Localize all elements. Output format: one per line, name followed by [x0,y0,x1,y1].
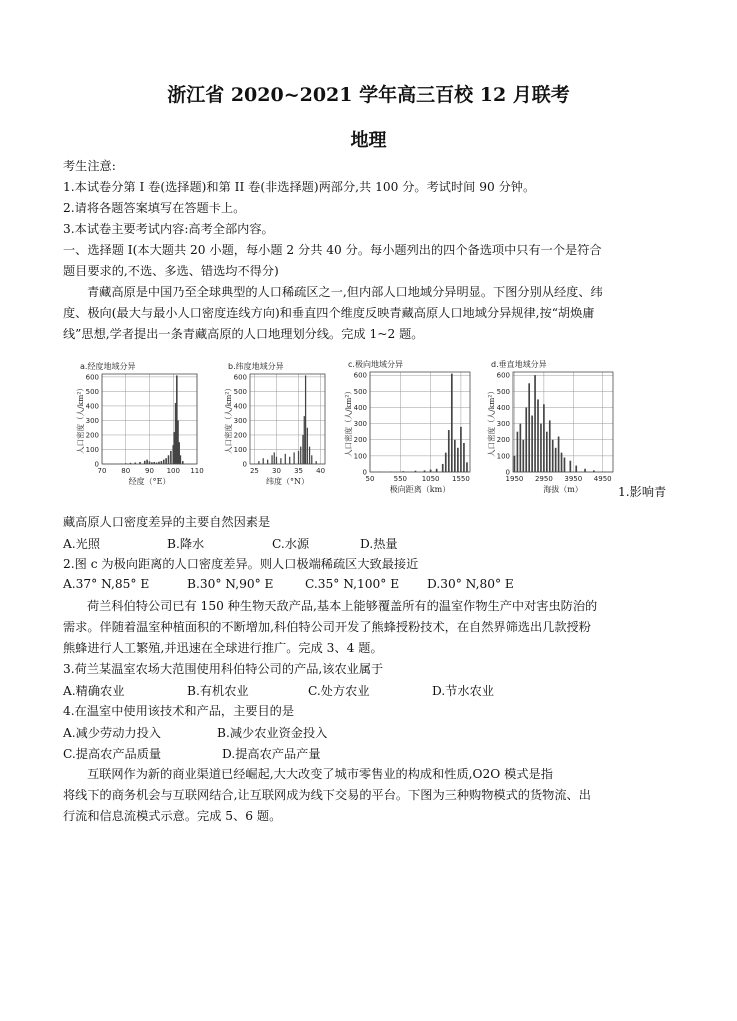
x-tick-label: 35 [294,467,303,475]
bar [182,461,184,464]
chart-vertical [483,352,623,496]
passage-2-line: 熊蜂进行人工繁殖,并迅速在全球进行推广。完成 3、4 题。 [63,641,383,655]
bar [457,448,459,472]
bar [158,462,160,464]
x-tick-label: 110 [190,467,204,475]
bar [302,435,303,464]
chart-title: d.垂直地域分异 [491,360,547,369]
bar [300,447,301,464]
y-tick-label: 200 [496,436,510,445]
bar [564,457,566,472]
bar [316,461,317,464]
q3-option-a[interactable]: A.精确农业 [63,684,125,698]
chart-title: a.经度地域分异 [80,362,136,371]
bar [436,469,438,472]
bar [552,440,554,472]
bar [424,470,426,472]
x-axis-label: 极向距离（km） [389,485,451,494]
q3-option-b[interactable]: B.有机农业 [187,684,249,698]
bar [534,375,536,472]
q1-option-a[interactable]: A.光照 [63,537,101,551]
bar [263,458,264,464]
bar [139,462,141,464]
bar [149,461,151,464]
bar [180,455,182,464]
y-tick-label: 200 [353,436,367,445]
bar [285,454,286,464]
chart-polar-svg [340,352,480,492]
y-tick-label: 100 [353,452,367,461]
y-axis-label: 人口密度（人/km²） [76,384,85,454]
x-tick-label: 1550 [451,475,470,483]
bar [540,424,542,472]
x-tick-label: 50 [365,475,375,483]
x-tick-label: 30 [272,467,281,475]
bar [543,404,545,472]
q2-option-b[interactable]: B.30° N,90° E [187,577,274,591]
bar [151,462,153,464]
chart-polar [340,352,480,496]
y-tick-label: 600 [85,373,99,382]
bar [307,428,308,464]
bar [165,458,167,464]
q1-option-c[interactable]: C.水源 [272,537,310,551]
bar [161,461,163,464]
passage-3-line: 互联网作为新的商业渠道已经崛起,大大改变了城市零售业的构成和性质,O2O 模式是指 [87,767,553,781]
chart-longitude [72,358,212,492]
chart-title: c.极向地域分异 [348,360,403,369]
x-tick-label: 100 [166,467,180,475]
bar [517,432,519,472]
bar [451,374,453,472]
y-tick-label: 500 [496,387,510,396]
bar [274,452,275,464]
bar [403,471,405,472]
y-tick-label: 200 [233,431,247,440]
bar [309,447,310,464]
bar [298,451,299,464]
y-tick-label: 100 [496,452,510,461]
passage-3-line: 行流和信息流模式示意。完成 5、6 题。 [63,809,282,823]
x-axis-label: 海拔（m） [543,485,583,494]
bar [575,466,577,472]
bar [289,457,290,464]
q1-option-b[interactable]: B.降水 [167,537,205,551]
x-tick-label: 80 [121,467,131,475]
bar [280,458,281,464]
bar [546,432,548,472]
question-2-stem: 2.图 c 为极向距离的人口密度差异。则人口极端稀疏区大致最接近 [63,557,419,571]
y-tick-label: 0 [94,460,99,469]
bar [305,375,306,464]
bar [531,416,533,472]
question-1-number: 1.影响青 [618,485,667,499]
x-tick-label: 70 [97,467,107,475]
passage-3-line: 将线下的商务机会与互联网结合,让互联网成为线下交易的平台。下图为三种购物模式的货物流、出 [63,788,591,802]
bar [304,416,305,464]
y-tick-label: 400 [353,403,367,412]
y-axis-label: 人口密度（人/km²） [344,387,353,457]
bar [415,471,417,472]
q4-option-c[interactable]: C.提高农产品质量 [63,747,162,761]
bar [445,453,447,472]
bar [258,461,259,464]
x-tick-label: 1050 [421,475,440,483]
q3-option-c[interactable]: C.处方农业 [308,684,370,698]
question-1-stem: 藏高原人口密度差异的主要自然因素是 [63,515,271,529]
notice-heading: 考生注意: [63,159,116,173]
bar [466,462,468,472]
bar [153,462,155,464]
chart-vertical-svg [483,352,623,492]
q2-option-d[interactable]: D.30° N,80° E [427,577,514,591]
chart-latitude-svg [220,358,335,488]
x-axis-label: 经度（°E） [128,477,171,486]
exam-title: 浙江省 2020~2021 学年高三百校 12 月联考 [167,84,570,106]
q4-option-b[interactable]: B.减少农业资金投入 [217,726,328,740]
bar [168,455,170,464]
y-tick-label: 0 [362,468,367,477]
y-tick-label: 300 [496,420,510,429]
bar [448,430,450,472]
passage-2-line: 荷兰科伯特公司已有 150 种生物天敌产品,基本上能够覆盖所有的温室作物生产中对害虫防治的 [87,599,598,613]
y-tick-label: 600 [233,373,247,382]
x-tick-label: 1950 [505,475,524,483]
bar [558,437,560,472]
y-tick-label: 400 [233,402,247,411]
bar [528,383,530,472]
plot-frame [513,372,613,472]
bar [311,455,312,464]
bar [271,455,272,464]
notice-item: 1.本试卷分第 I 卷(选择题)和第 II 卷(非选择题)两部分,共 100 分。考试时间 90 分钟。 [63,180,536,194]
passage-1-line: 度、极向(最大与最小人口密度连线方向)和垂直四个维度反映青藏高原人口地域分异规律,按“胡焕庸 [63,306,595,320]
bar [267,460,268,464]
question-4-stem: 4.在温室中使用该技术和产品，主要目的是 [63,704,295,718]
bar [460,427,462,472]
section-heading-cont: 题目要求的,不选、多选、错选均不得分) [63,264,279,278]
bar [522,440,524,472]
y-tick-label: 500 [85,387,99,396]
y-tick-label: 400 [496,403,510,412]
y-tick-label: 200 [85,431,99,440]
chart-title: b.纬度地域分异 [228,362,284,371]
x-tick-label: 2950 [534,475,553,483]
passage-2-line: 需求。伴随着温室种植面积的不断增加,科伯特公司开发了熊蜂授粉技术，在自然界筛选出几款授粉 [63,620,591,634]
bar [570,461,572,472]
x-tick-label: 25 [249,467,259,475]
y-tick-label: 300 [85,416,99,425]
y-tick-label: 100 [233,445,247,454]
bar [463,443,465,472]
y-tick-label: 500 [233,387,247,396]
q2-option-c[interactable]: C.35° N,100° E [305,577,400,591]
bar [276,457,277,464]
bar [134,463,136,464]
x-tick-label: 3950 [564,475,583,483]
q4-option-a[interactable]: A.减少劳动力投入 [63,726,161,740]
bar [130,463,132,464]
bar [520,424,522,472]
question-3-stem: 3.荷兰某温室农场大范围使用科伯特公司的产品,该农业属于 [63,662,384,676]
q2-option-a[interactable]: A.37° N,85° E [63,577,150,591]
bar [537,399,539,472]
bar [561,453,563,472]
bar [584,469,586,472]
q3-option-d[interactable]: D.节水农业 [432,684,494,698]
y-tick-label: 0 [242,460,247,469]
passage-1-line: 线”思想,学者提出一条青藏高原的人口地理划分线。完成 1~2 题。 [63,327,424,341]
y-tick-label: 600 [496,371,510,380]
x-tick-label: 4950 [593,475,612,483]
x-tick-label: 40 [316,467,326,475]
section-heading: 一、选择题 I(本大题共 20 小题，每小题 2 分共 40 分。每小题列出的四个备选项中只有一个是符合 [63,243,602,257]
notice-item: 3.本试卷主要考试内容:高考全部内容。 [63,222,274,236]
chart-longitude-svg [72,358,212,488]
y-tick-label: 400 [85,402,99,411]
y-axis-label: 人口密度（人/km²） [224,384,233,454]
subject-title: 地理 [350,130,387,151]
y-tick-label: 300 [353,420,367,429]
notice-item: 2.请将各题答案填写在答题卡上。 [63,201,246,215]
y-tick-label: 0 [505,468,510,477]
bar [525,407,527,472]
bar [146,460,148,464]
y-tick-label: 100 [85,445,99,454]
bar [156,463,158,464]
bar [514,456,516,472]
y-axis-label: 人口密度（人/km²） [487,387,496,457]
bar [125,463,127,464]
bar [593,470,595,472]
bar [454,440,456,472]
x-tick-label: 90 [145,467,154,475]
bar [144,461,146,464]
bar [442,464,444,472]
bar [170,451,172,464]
x-tick-label: 550 [393,475,407,483]
x-axis-label: 纬度（°N） [266,477,309,486]
y-tick-label: 500 [353,387,367,396]
y-tick-label: 300 [233,416,247,425]
bar [549,420,551,472]
chart-latitude [220,358,335,492]
q4-option-d[interactable]: D.提高农产品产量 [222,747,321,761]
bar [555,448,557,472]
y-tick-label: 600 [353,371,367,380]
passage-1-line: 青藏高原是中国乃至全球典型的人口稀疏区之一,但内部人口地域分异明显。下图分别从经度、纬 [87,285,603,299]
bar [430,470,432,472]
bar [163,460,165,464]
plot-frame [250,374,325,464]
q1-option-d[interactable]: D.热量 [360,537,398,551]
bar [293,452,294,464]
